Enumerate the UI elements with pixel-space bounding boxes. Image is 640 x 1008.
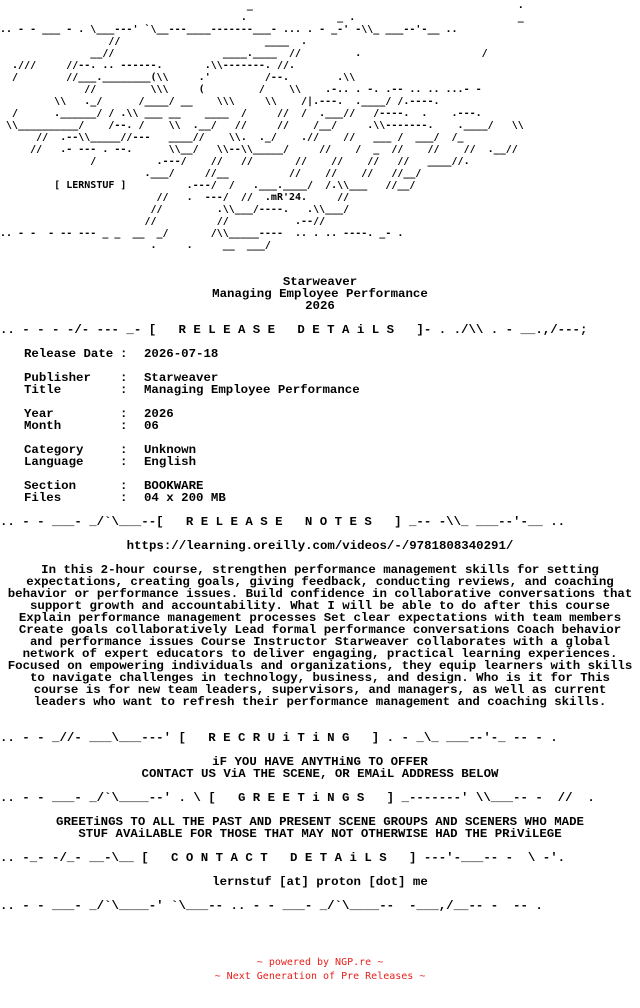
detail-value: BOOKWARE (144, 479, 204, 493)
detail-label: Title (24, 383, 62, 397)
separator-contact: .. -_- -/_- __-\__ [ C O N T A C T D E T A i L S ] ---'-___-- - \ -'. (0, 852, 566, 864)
greetings-line-2: STUF AVAiLABLE FOR THOSE THAT MAY NOT OTHERWISE HAD THE PRiViLEGE (78, 828, 562, 840)
detail-colon: : (120, 347, 135, 361)
detail-value: Starweaver (144, 371, 219, 385)
detail-colon: : (120, 419, 135, 433)
separator-recruiting: .. - - _//- ___\___---' [ R E C R U i T i N G ] . - _\_ ___--'-_ -- - . (0, 732, 558, 744)
detail-value: 2026-07-18 (144, 347, 219, 361)
detail-label: Section (24, 479, 77, 493)
detail-colon: : (120, 371, 135, 385)
separator-release-details: .. - - - -/- --- _- [ R E L E A S E D E T A i L S ]- . ./\\ . - __.,/---; (0, 324, 588, 336)
footer-tagline[interactable]: ~ Next Generation of Pre Releases ~ (214, 971, 426, 982)
detail-value: 2026 (144, 407, 174, 421)
detail-colon: : (120, 455, 135, 469)
separator-release-notes: .. - - ___- _/`\___--[ R E L E A S E N O T E S ] _-- -\\_ ___--'-__ .. (0, 516, 566, 528)
detail-value: 06 (144, 419, 159, 433)
header-group: Starweaver (282, 276, 358, 288)
detail-colon: : (120, 443, 135, 457)
detail-value: Managing Employee Performance (144, 383, 360, 397)
footer (0, 956, 640, 984)
detail-row-month (24, 420, 640, 432)
footer-powered-by[interactable]: ~ powered by NGP.re ~ (256, 957, 384, 968)
detail-row-release-date (24, 348, 640, 360)
header-year: 2026 (305, 300, 335, 312)
separator-greetings: .. - - ___- _/`\____--' . \ [ G R E E T i N G S ] _-------' \\___-- - // . (0, 792, 595, 804)
release-details (0, 348, 640, 504)
detail-row-category (24, 444, 640, 456)
detail-value: 04 x 200 MB (144, 491, 226, 505)
recruiting-line-2: CONTACT US ViA THE SCENE, OR EMAiL ADDRESS BELOW (141, 768, 499, 780)
detail-colon: : (120, 407, 135, 421)
detail-colon: : (120, 491, 135, 505)
detail-label: Category (24, 443, 84, 457)
detail-label: Language (24, 455, 84, 469)
detail-colon: : (120, 383, 135, 397)
detail-label: Year (24, 407, 54, 421)
detail-label: Files (24, 491, 62, 505)
detail-label: Release Date (24, 347, 114, 361)
detail-label: Publisher (24, 371, 91, 385)
detail-row-language (24, 456, 640, 468)
header-title: Managing Employee Performance (212, 288, 428, 300)
detail-row-section (24, 480, 640, 492)
detail-value: English (144, 455, 197, 469)
detail-value: Unknown (144, 443, 197, 457)
detail-row-title (24, 384, 640, 396)
separator-closing: .. - - ___- _/`\____-' `\___-- .. - - ___- _/`\____-- -___,/__-- - -- . (0, 900, 543, 912)
recruiting-line-1: iF YOU HAVE ANYTHiNG TO OFFER (212, 756, 428, 768)
detail-row-year (24, 408, 640, 420)
detail-row-files (24, 492, 640, 504)
ascii-logo-art: _ . . _ . _ .. - - ___ - . \___---' `\__---____-------___- ... . - _-' -\\_ ___--'-__ .. // ____ . __// ____.____ // . / ./// //--. .. ------. .\\-------. //. / //___.________(\\ .' /--. .\\ // \\\ ( / \\ .-.. . -. .-- .. .. ...- - \\ ._/ /____/ __ \\\ \\ /|.---. .____/ /.----. / .______/ / .\\ ___ __ ____ / // / .___// /----. . .---. \\__________/ /--. / \\ .__/ // // /__/ .\\-------. .____/ \\ // .--\\_____//--- ____// \\. ._/ .// // ___ / ___/ /_ // .- --- . --. \\__/ \\--\\_____/ // / _ // // // .__// / .---/ // // // // // // ____//. .___/ //__ // // // //__/ [ LERNSTUF ] .---/ / .___.____/ /.\\___ //__/ // . ---/ // .mR'24. // // .\\___/----. .\\___/ // // .--// .. - - - -- --- _ _ __ _/ /\\_____---- .. . .. ----. _- . . . __ ___/ (0, 0, 524, 251)
greetings-line-1: GREETiNGS TO ALL THE PAST AND PRESENT SCENE GROUPS AND SCENERS WHO MADE (56, 816, 584, 828)
release-notes-body: In this 2-hour course, strengthen performance management skills for setting expectations, creating goals, giving feedback, conducting reviews, and coaching behavior or performance issues. Build confidence in collaborative conversations that support growth and accountability. What I will be able to do after this course Explain performance management processes Set clear expectations with team members Create goals collaboratively Lead formal performance conversations Coach behavior and performance issues Course Instructor Starweaver collaborates with a global network of expert educators to deliver engaging, practical learning experiences. Focused on empowering individuals and organizations, they equip learners with skills to navigate challenges in technology, business, and design. Who is it for This course is for new team leaders, supervisors, and managers, as well as current leaders who want to refresh their performance management and coaching skills. (7, 563, 633, 709)
contact-email: lernstuf [at] proton [dot] me (212, 876, 428, 888)
release-url: https://learning.oreilly.com/videos/-/9781808340291/ (126, 540, 514, 552)
detail-colon: : (120, 479, 135, 493)
detail-label: Month (24, 419, 62, 433)
